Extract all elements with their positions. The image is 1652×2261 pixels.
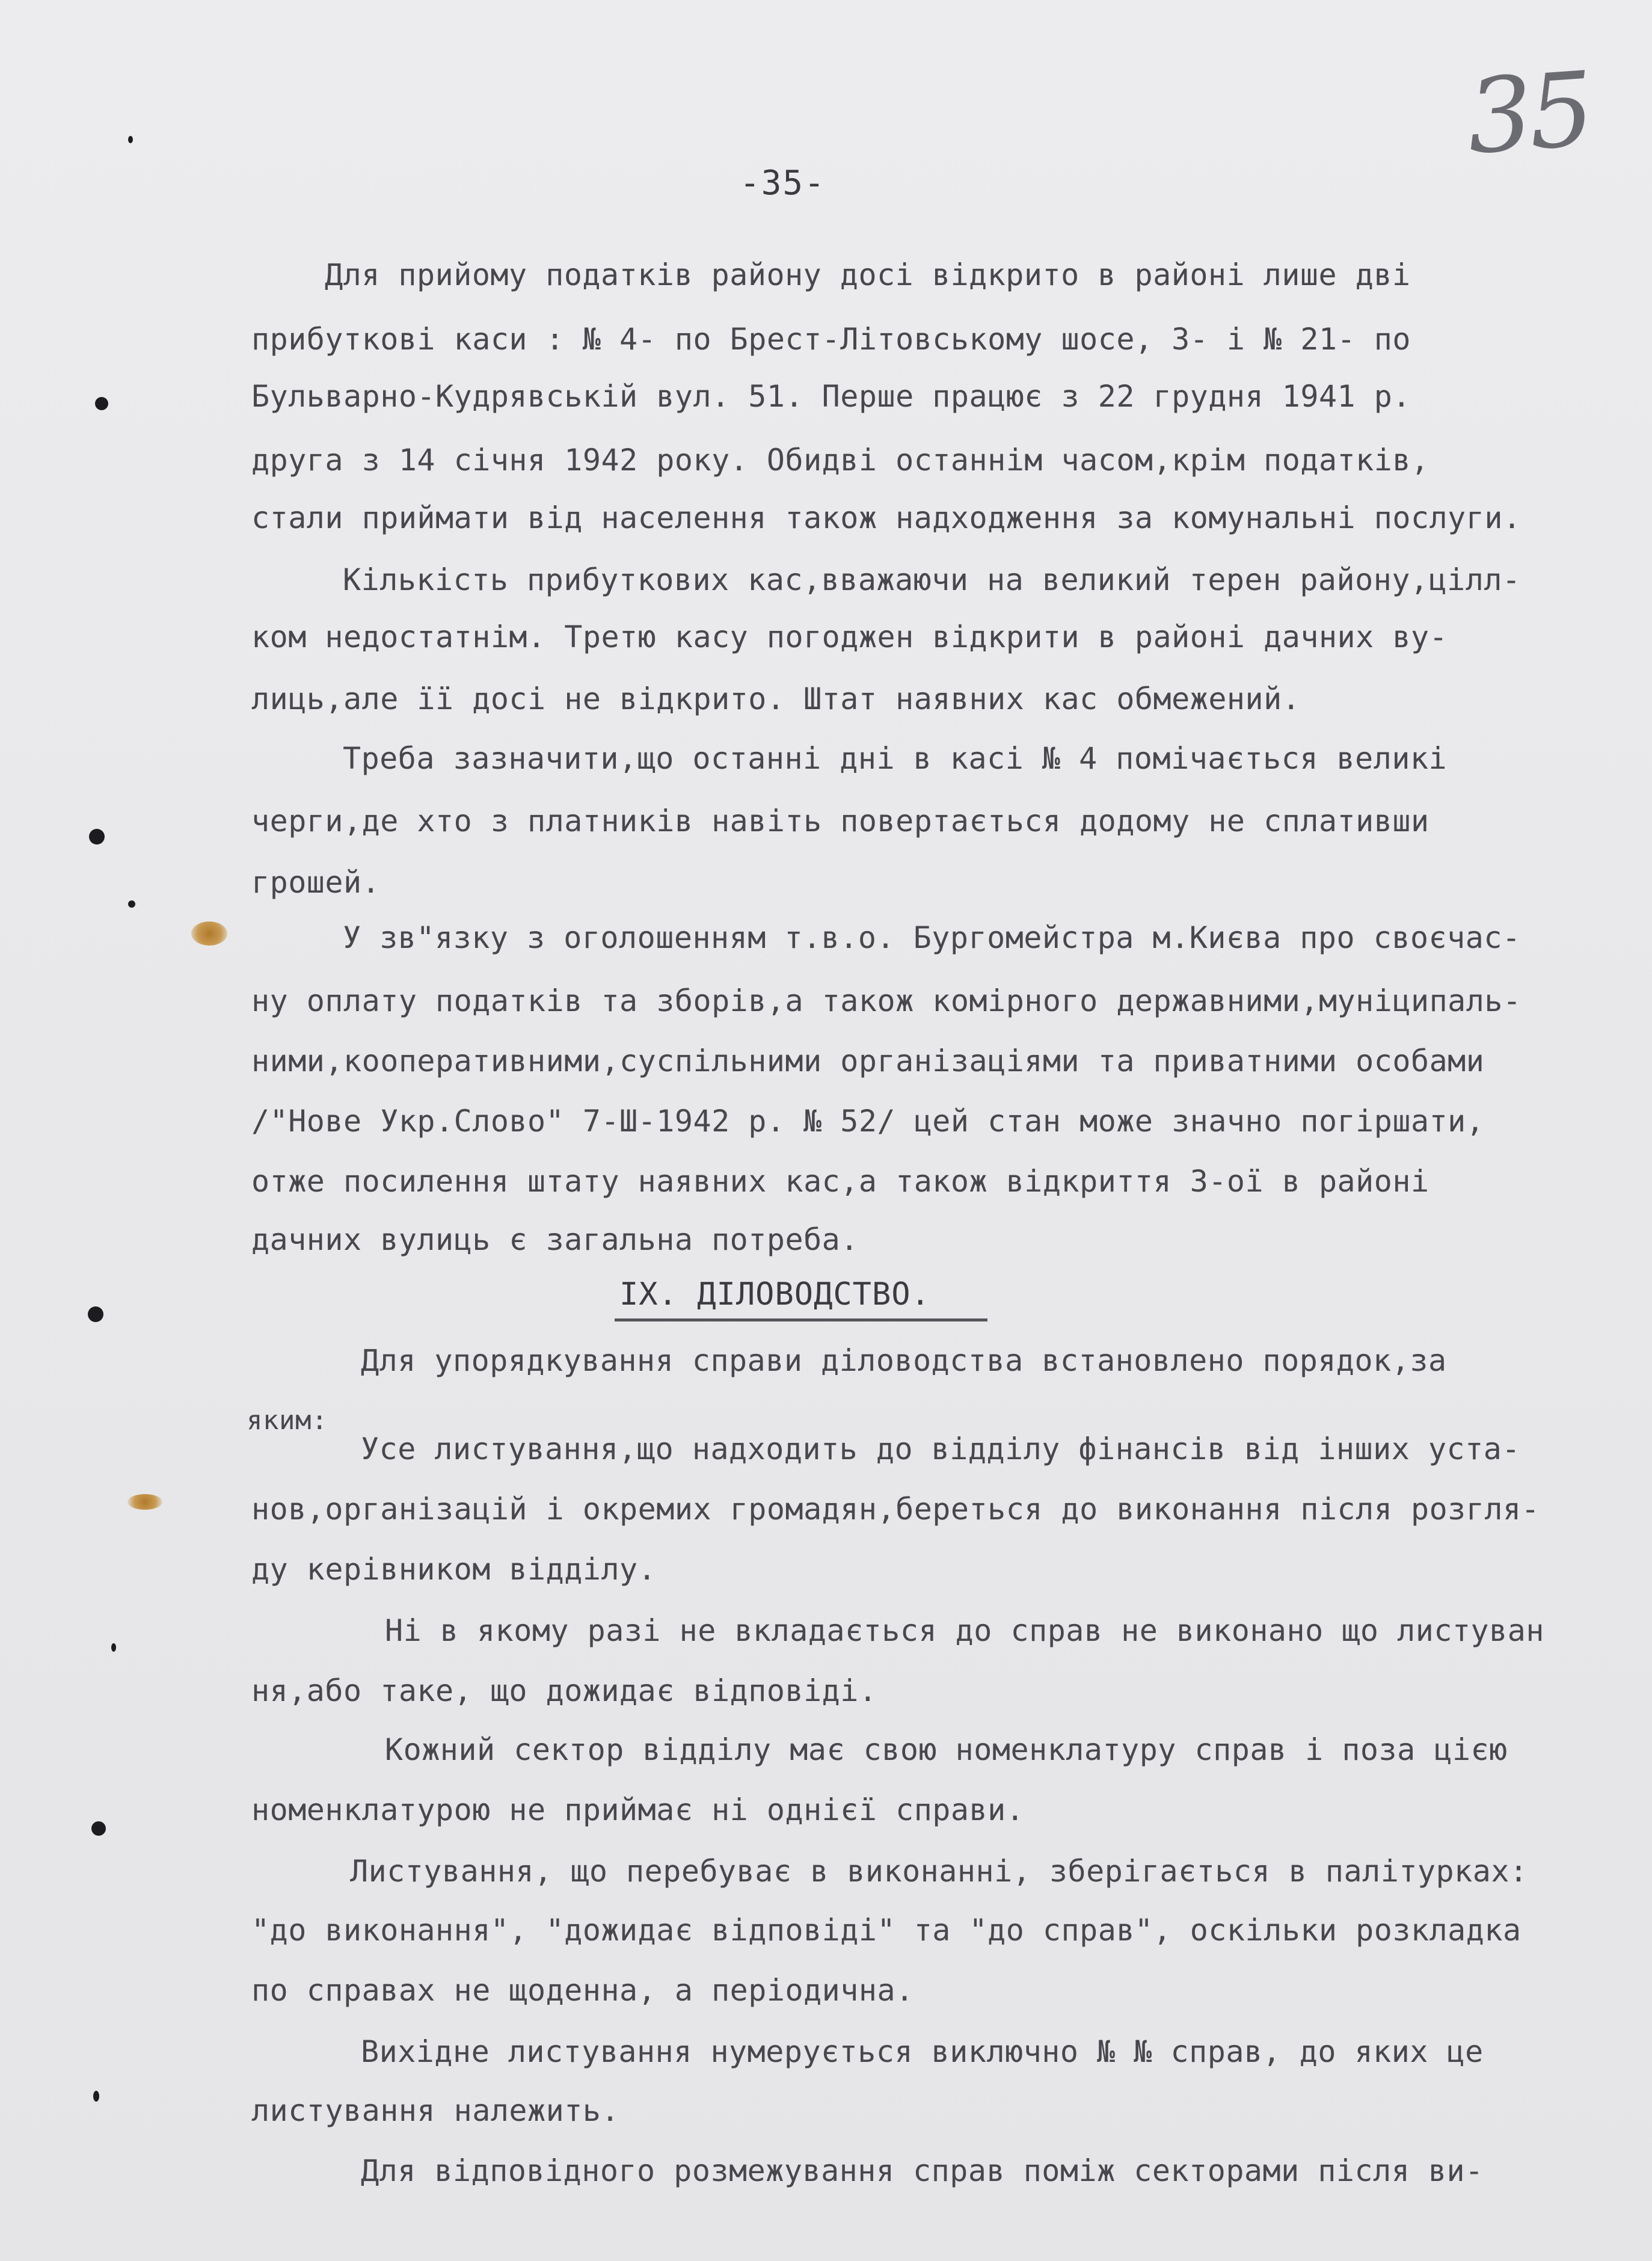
text-line: ду керівником відділу. — [251, 1552, 657, 1587]
text-line: Кожний сектор відділу має свою номенклатуру справ і поза цією — [385, 1732, 1508, 1767]
text-line: номенклатурою не приймає ні однієї справи. — [251, 1792, 1025, 1827]
text-line: грошей. — [251, 865, 381, 900]
text-line: прибуткові каси : № 4- по Брест-Літовському шосе, 3- і № 21- по — [251, 322, 1411, 357]
punch-hole — [93, 2091, 99, 2102]
text-line: отже посилення штату наявних кас,а також відкриття 3-ої в районі — [251, 1164, 1429, 1199]
text-line: стали приймати від населення також надходження за комунальні послуги. — [251, 500, 1521, 535]
text-line: Усе листування,що надходить до відділу фінансів від інших уста- — [361, 1432, 1520, 1466]
text-line: ком недостатнім. Третю касу погоджен відкрити в районі дачних ву- — [251, 620, 1448, 654]
text-line: друга з 14 січня 1942 року. Обидві останнім часом,крім податків, — [251, 443, 1429, 478]
text-line: ну оплату податків та зборів,а також комірного державними,муніципаль- — [251, 983, 1521, 1018]
text-line: листування належить. — [251, 2093, 620, 2128]
text-line: Треба зазначити,що останні дні в касі № 4 помічається великі — [343, 741, 1448, 776]
page-number: -35- — [740, 164, 826, 203]
text-line: лиць,але її досі не відкрито. Штат наявних кас обмежений. — [251, 681, 1301, 716]
text-line: дачних вулиць є загальна потреба. — [251, 1222, 859, 1257]
text-line: /"Нове Укр.Слово" 7-Ш-1942 р. № 52/ цей стан може значно погіршати, — [251, 1104, 1485, 1139]
punch-hole — [88, 1306, 103, 1322]
section-heading: IX. ДІЛОВОДСТВО. — [619, 1276, 930, 1312]
punch-hole — [128, 900, 135, 908]
punch-hole — [95, 397, 108, 410]
text-line: У зв"язку з оголошенням т.в.о. Бургомейстра м.Києва про своєчас- — [343, 920, 1521, 955]
text-line: Для упорядкування справи діловодства встановлено порядок,за — [361, 1343, 1447, 1378]
punch-hole — [91, 1821, 106, 1836]
rust-stain — [191, 921, 227, 946]
text-line: Кількість прибуткових кас,вважаючи на великий терен району,цілл- — [343, 562, 1521, 597]
archive-folio-number: 35 — [1463, 50, 1594, 177]
text-line: нов,організацій і окремих громадян,береться до виконання після розгля- — [251, 1492, 1540, 1527]
punch-hole — [89, 829, 105, 844]
text-line: Бульварно-Кудрявській вул. 51. Перше працює з 22 грудня 1941 р. — [251, 379, 1411, 414]
text-line: Для прийому податків району досі відкрито в районі лише дві — [325, 257, 1411, 292]
text-line: Ні в якому разі не вкладається до справ не виконано що листуван — [385, 1613, 1544, 1648]
punch-hole — [128, 136, 133, 143]
text-line: Листування, що перебуває в виконанні, зберігається в палітурках: — [350, 1854, 1528, 1889]
text-line: по справах не щоденна, а періодична. — [251, 1973, 914, 2008]
text-line: ними,кооперативними,суспільними організаціями та приватними особами — [251, 1044, 1485, 1078]
text-line: "до виконання", "дожидає відповіді" та "до справ", оскільки розкладка — [251, 1913, 1521, 1948]
punch-hole — [111, 1643, 116, 1652]
text-line: ня,або таке, що дожидає відповіді. — [251, 1673, 877, 1708]
text-line: Вихідне листування нумерується виключно № № справ, до яких це — [361, 2034, 1484, 2069]
heading-underline — [615, 1318, 987, 1321]
text-line: черги,де хто з платників навіть повертається додому не сплативши — [251, 804, 1429, 838]
text-line: яким: — [247, 1405, 328, 1436]
text-line: Для відповідного розмежування справ поміж секторами після ви- — [361, 2153, 1484, 2188]
rust-stain — [127, 1494, 162, 1510]
